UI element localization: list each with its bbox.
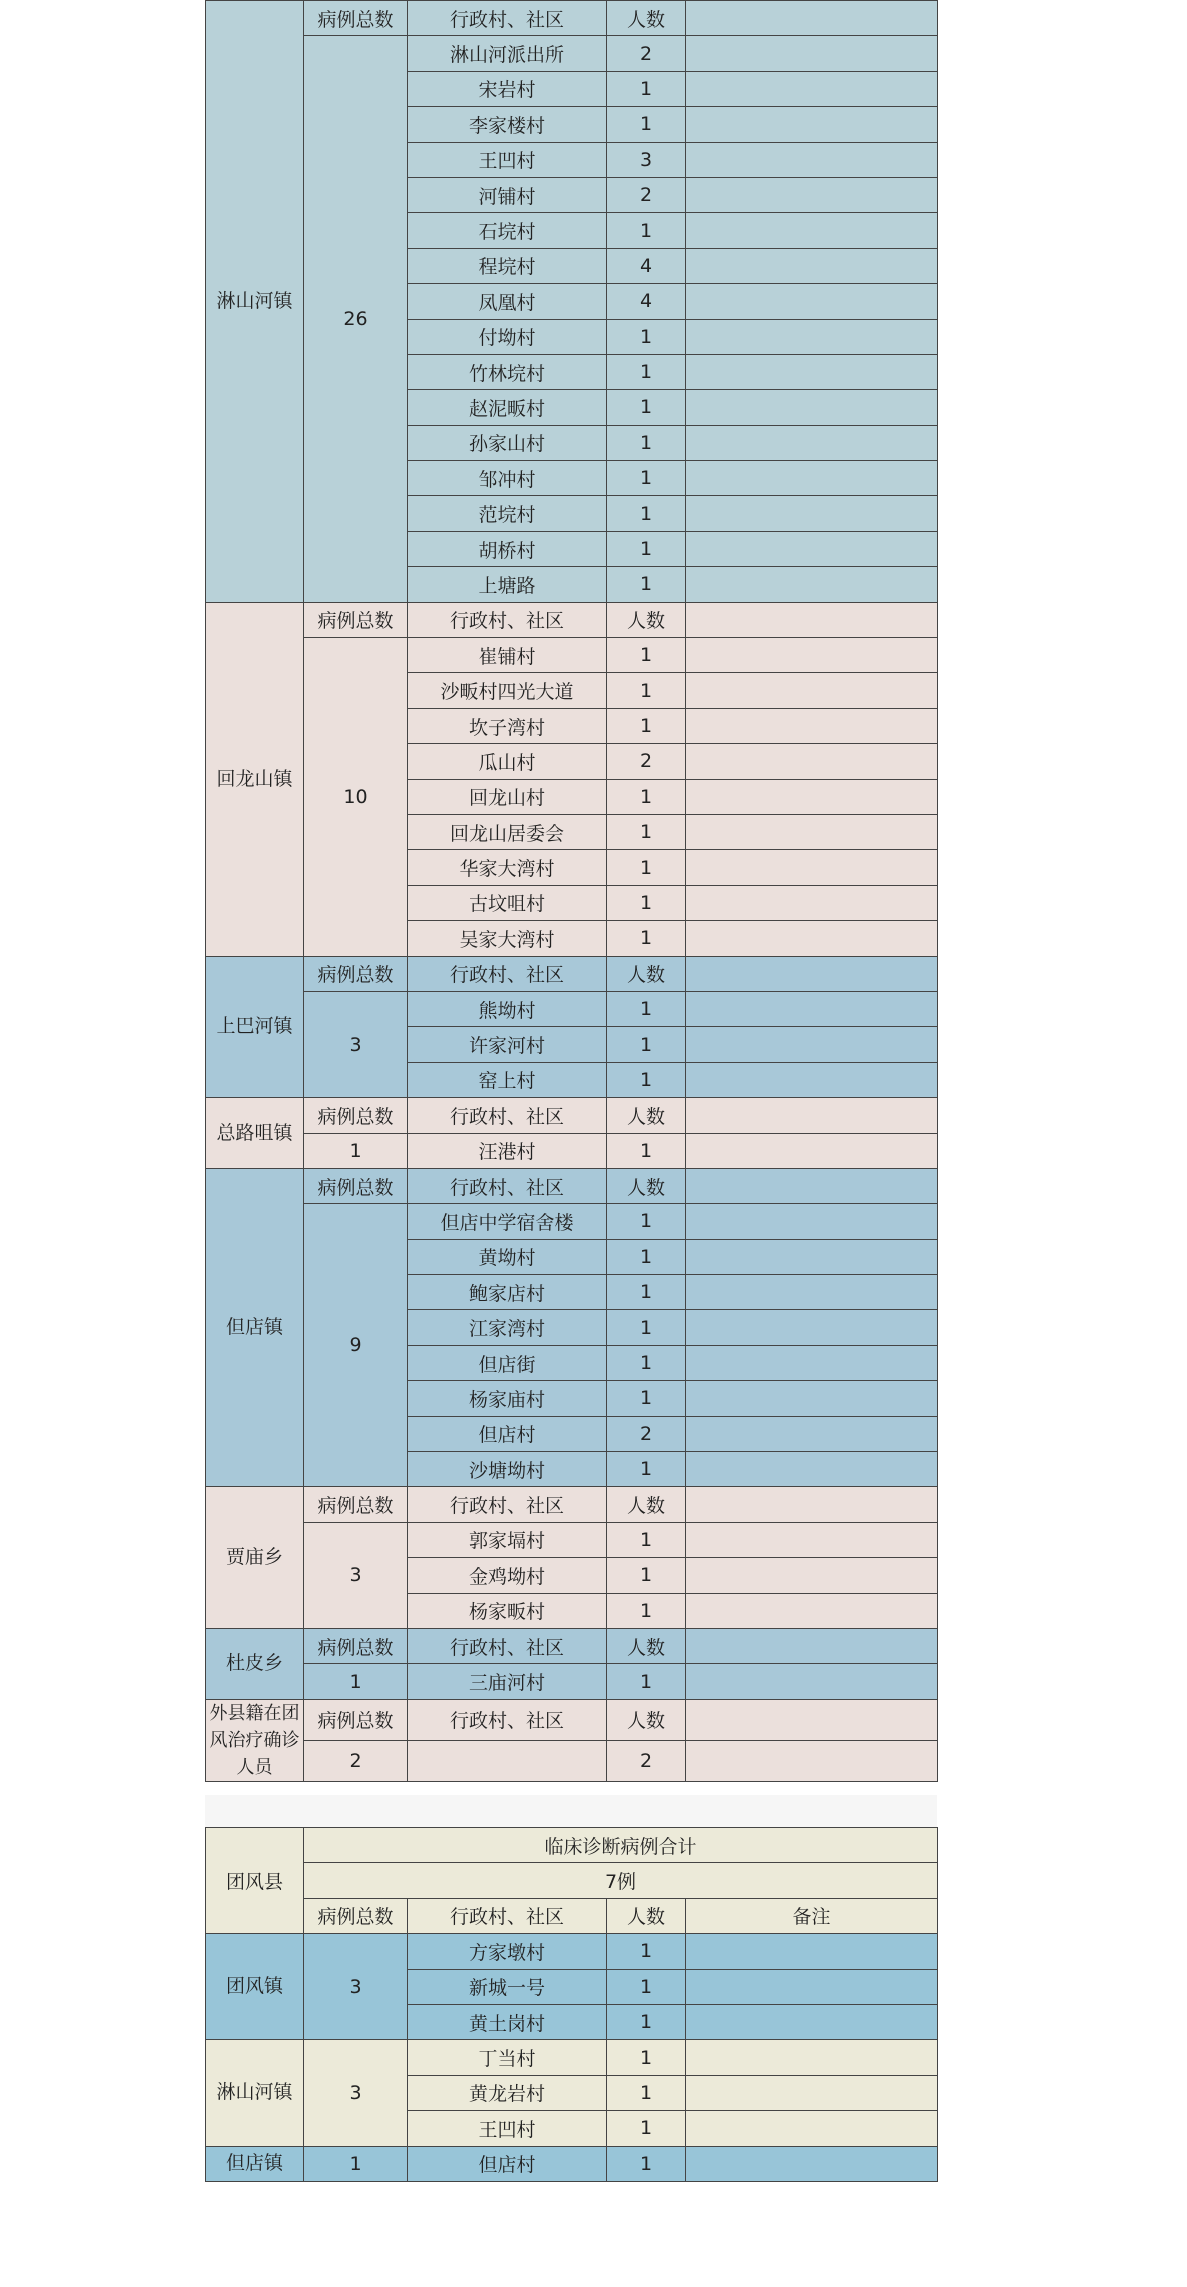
- village-cell: 石垸村: [408, 213, 607, 248]
- header-count: 人数: [607, 602, 686, 637]
- total-cell: 3: [304, 1522, 408, 1628]
- blank-cell: [686, 1275, 938, 1310]
- count-cell: 1: [607, 107, 686, 142]
- blank-cell: [686, 284, 938, 319]
- town-cell: 团风镇: [206, 1934, 304, 2040]
- count-cell: 1: [607, 1969, 686, 2004]
- blank-cell: [686, 1310, 938, 1345]
- count-cell: 3: [607, 142, 686, 177]
- town-cell: 淋山河镇: [206, 1, 304, 603]
- count-cell: 4: [607, 248, 686, 283]
- remark-cell: [686, 2040, 938, 2075]
- town-cell: 贾庙乡: [206, 1487, 304, 1629]
- county-cell: 团风县: [206, 1828, 304, 1934]
- header-village: 行政村、社区: [408, 1628, 607, 1663]
- count-cell: 1: [607, 638, 686, 673]
- village-cell: 赵泥畈村: [408, 390, 607, 425]
- village-cell: 邹冲村: [408, 461, 607, 496]
- blank-cell: [686, 1699, 938, 1740]
- header-village: 行政村、社区: [408, 1168, 607, 1203]
- village-cell: 但店村: [408, 2146, 607, 2181]
- count-cell: 4: [607, 284, 686, 319]
- total-cell: 3: [304, 2040, 408, 2146]
- blank-cell: [686, 1487, 938, 1522]
- remark-cell: [686, 2004, 938, 2039]
- count-cell: 1: [607, 2040, 686, 2075]
- village-cell: 瓜山村: [408, 744, 607, 779]
- clinical-title: 临床诊断病例合计: [304, 1828, 938, 1863]
- village-cell: 沙塘坳村: [408, 1452, 607, 1487]
- total-cell: 3: [304, 1934, 408, 2040]
- header-count: 人数: [607, 1487, 686, 1522]
- blank-cell: [686, 213, 938, 248]
- village-cell: 郭家塥村: [408, 1522, 607, 1557]
- table-row: [206, 1934, 938, 1969]
- village-cell: 华家大湾村: [408, 850, 607, 885]
- table-row: [206, 36, 938, 71]
- blank-cell: [686, 708, 938, 743]
- remark-cell: [686, 2146, 938, 2181]
- blank-cell: [686, 814, 938, 849]
- village-cell: 汪港村: [408, 1133, 607, 1168]
- table-row: [206, 2040, 938, 2075]
- table-row: [206, 1133, 938, 1168]
- total-cell: 1: [304, 2146, 408, 2181]
- village-cell: 新城一号: [408, 1969, 607, 2004]
- blank-cell: [686, 1593, 938, 1628]
- blank-cell: [686, 531, 938, 566]
- count-cell: 1: [607, 1133, 686, 1168]
- count-cell: 1: [607, 2146, 686, 2181]
- village-cell: 李家楼村: [408, 107, 607, 142]
- town-cell: 回龙山镇: [206, 602, 304, 956]
- header-total: 病例总数: [304, 1168, 408, 1203]
- section-header-row: [206, 1628, 938, 1663]
- count-cell: 1: [607, 1593, 686, 1628]
- count-cell: 1: [607, 1062, 686, 1097]
- count-cell: 1: [607, 567, 686, 602]
- header-remark: 备注: [686, 1898, 938, 1933]
- count-cell: 2: [607, 1740, 686, 1781]
- village-cell: [408, 1740, 607, 1781]
- blank-cell: [686, 107, 938, 142]
- clinical-cases-table: [205, 1827, 938, 2182]
- count-cell: 2: [607, 744, 686, 779]
- village-cell: 吴家大湾村: [408, 921, 607, 956]
- town-cell: 杜皮乡: [206, 1628, 304, 1699]
- count-cell: 1: [607, 319, 686, 354]
- total-cell: 9: [304, 1204, 408, 1487]
- village-cell: 许家河村: [408, 1027, 607, 1062]
- section-header-row: [206, 602, 938, 637]
- confirmed-cases-table: [205, 0, 938, 1782]
- village-cell: 竹林垸村: [408, 354, 607, 389]
- total-cell: 1: [304, 1664, 408, 1699]
- section-header-row: [206, 1, 938, 36]
- header-village: 行政村、社区: [408, 1, 607, 36]
- count-cell: 1: [607, 1204, 686, 1239]
- table-row: [206, 1522, 938, 1557]
- blank-cell: [686, 779, 938, 814]
- village-cell: 黄坳村: [408, 1239, 607, 1274]
- section-header-row: [206, 1098, 938, 1133]
- section-header-row: [206, 1487, 938, 1522]
- header-village: 行政村、社区: [408, 1699, 607, 1740]
- blank-cell: [686, 1522, 938, 1557]
- village-cell: 沙畈村四光大道: [408, 673, 607, 708]
- blank-cell: [686, 1204, 938, 1239]
- count-cell: 1: [607, 1275, 686, 1310]
- village-cell: 凤凰村: [408, 284, 607, 319]
- village-cell: 黄土岗村: [408, 2004, 607, 2039]
- blank-cell: [686, 1239, 938, 1274]
- header-village: 行政村、社区: [408, 956, 607, 991]
- blank-cell: [686, 461, 938, 496]
- header-village: 行政村、社区: [408, 1098, 607, 1133]
- blank-cell: [686, 1740, 938, 1781]
- count-cell: 1: [607, 1664, 686, 1699]
- blank-cell: [686, 319, 938, 354]
- blank-cell: [686, 744, 938, 779]
- village-cell: 上塘路: [408, 567, 607, 602]
- section-divider: [205, 1795, 937, 1827]
- blank-cell: [686, 991, 938, 1026]
- blank-cell: [686, 496, 938, 531]
- town-cell: 外县籍在团风治疗确诊人员: [206, 1699, 304, 1781]
- village-cell: 付坳村: [408, 319, 607, 354]
- count-cell: 2: [607, 1416, 686, 1451]
- village-cell: 但店村: [408, 1416, 607, 1451]
- village-cell: 淋山河派出所: [408, 36, 607, 71]
- remark-cell: [686, 2111, 938, 2146]
- total-cell: 26: [304, 36, 408, 602]
- total-cell: 2: [304, 1740, 408, 1781]
- blank-cell: [686, 390, 938, 425]
- village-cell: 河铺村: [408, 177, 607, 212]
- blank-cell: [686, 36, 938, 71]
- count-cell: 1: [607, 1027, 686, 1062]
- count-cell: 1: [607, 673, 686, 708]
- count-cell: 1: [607, 496, 686, 531]
- header-count: 人数: [607, 1168, 686, 1203]
- blank-cell: [686, 354, 938, 389]
- blank-cell: [686, 638, 938, 673]
- blank-cell: [686, 177, 938, 212]
- header-village: 行政村、社区: [408, 602, 607, 637]
- count-cell: 1: [607, 850, 686, 885]
- blank-cell: [686, 1, 938, 36]
- blank-cell: [686, 1168, 938, 1203]
- blank-cell: [686, 956, 938, 991]
- village-cell: 范垸村: [408, 496, 607, 531]
- clinical-sum: 7例: [304, 1863, 938, 1898]
- village-cell: 丁当村: [408, 2040, 607, 2075]
- village-cell: 但店街: [408, 1345, 607, 1380]
- village-cell: 宋岩村: [408, 71, 607, 106]
- blank-cell: [686, 1664, 938, 1699]
- village-cell: 黄龙岩村: [408, 2075, 607, 2110]
- count-cell: 1: [607, 708, 686, 743]
- section-header-row: [206, 1168, 938, 1203]
- count-cell: 1: [607, 991, 686, 1026]
- village-cell: 崔铺村: [408, 638, 607, 673]
- blank-cell: [686, 1098, 938, 1133]
- village-cell: 回龙山村: [408, 779, 607, 814]
- blank-cell: [686, 248, 938, 283]
- village-cell: 孙家山村: [408, 425, 607, 460]
- count-cell: 1: [607, 531, 686, 566]
- village-cell: 胡桥村: [408, 531, 607, 566]
- header-count: 人数: [607, 1098, 686, 1133]
- count-cell: 1: [607, 921, 686, 956]
- village-cell: 熊坳村: [408, 991, 607, 1026]
- count-cell: 1: [607, 425, 686, 460]
- count-cell: 1: [607, 1239, 686, 1274]
- village-cell: 金鸡坳村: [408, 1558, 607, 1593]
- blank-cell: [686, 850, 938, 885]
- village-cell: 王凹村: [408, 2111, 607, 2146]
- count-cell: 1: [607, 1934, 686, 1969]
- blank-cell: [686, 1345, 938, 1380]
- village-cell: 坎子湾村: [408, 708, 607, 743]
- village-cell: 但店中学宿舍楼: [408, 1204, 607, 1239]
- header-total: 病例总数: [304, 1, 408, 36]
- count-cell: 1: [607, 1381, 686, 1416]
- table-row: [206, 2146, 938, 2181]
- count-cell: 1: [607, 2075, 686, 2110]
- village-cell: 三庙河村: [408, 1664, 607, 1699]
- town-cell: 但店镇: [206, 1168, 304, 1487]
- town-cell: 淋山河镇: [206, 2040, 304, 2146]
- blank-cell: [686, 71, 938, 106]
- village-cell: 王凹村: [408, 142, 607, 177]
- blank-cell: [686, 1133, 938, 1168]
- blank-cell: [686, 602, 938, 637]
- count-cell: 1: [607, 213, 686, 248]
- count-cell: 1: [607, 461, 686, 496]
- header-village: 行政村、社区: [408, 1898, 607, 1933]
- blank-cell: [686, 567, 938, 602]
- count-cell: 1: [607, 2004, 686, 2039]
- remark-cell: [686, 2075, 938, 2110]
- table-row: [206, 1740, 938, 1781]
- section-header-row: [206, 956, 938, 991]
- total-cell: 10: [304, 638, 408, 957]
- village-cell: 窑上村: [408, 1062, 607, 1097]
- blank-cell: [686, 1416, 938, 1451]
- remark-cell: [686, 1934, 938, 1969]
- header-total: 病例总数: [304, 1898, 408, 1933]
- table-row: [206, 991, 938, 1026]
- village-cell: 杨家畈村: [408, 1593, 607, 1628]
- count-cell: 1: [607, 1310, 686, 1345]
- header-count: 人数: [607, 1699, 686, 1740]
- section-header-row: [206, 1699, 938, 1740]
- village-cell: 程垸村: [408, 248, 607, 283]
- header-total: 病例总数: [304, 1699, 408, 1740]
- table-row: [206, 638, 938, 673]
- blank-cell: [686, 142, 938, 177]
- count-cell: 1: [607, 354, 686, 389]
- count-cell: 1: [607, 814, 686, 849]
- blank-cell: [686, 1558, 938, 1593]
- village-cell: 古坟咀村: [408, 885, 607, 920]
- count-cell: 2: [607, 36, 686, 71]
- town-cell: 总路咀镇: [206, 1098, 304, 1169]
- village-cell: 鲍家店村: [408, 1275, 607, 1310]
- header-total: 病例总数: [304, 1628, 408, 1663]
- table-row: [206, 1664, 938, 1699]
- header-count: 人数: [607, 1898, 686, 1933]
- village-cell: 回龙山居委会: [408, 814, 607, 849]
- count-cell: 1: [607, 779, 686, 814]
- blank-cell: [686, 1381, 938, 1416]
- header-count: 人数: [607, 1, 686, 36]
- count-cell: 1: [607, 71, 686, 106]
- count-cell: 1: [607, 1522, 686, 1557]
- header-total: 病例总数: [304, 956, 408, 991]
- header-count: 人数: [607, 1628, 686, 1663]
- village-cell: 杨家庙村: [408, 1381, 607, 1416]
- header-total: 病例总数: [304, 1098, 408, 1133]
- total-cell: 1: [304, 1133, 408, 1168]
- count-cell: 1: [607, 885, 686, 920]
- remark-cell: [686, 1969, 938, 2004]
- blank-cell: [686, 1027, 938, 1062]
- blank-cell: [686, 885, 938, 920]
- count-cell: 2: [607, 177, 686, 212]
- header-count: 人数: [607, 956, 686, 991]
- town-cell: 但店镇: [206, 2146, 304, 2181]
- village-cell: 方家墩村: [408, 1934, 607, 1969]
- blank-cell: [686, 1062, 938, 1097]
- table-row: [206, 1204, 938, 1239]
- blank-cell: [686, 425, 938, 460]
- header-village: 行政村、社区: [408, 1487, 607, 1522]
- count-cell: 1: [607, 2111, 686, 2146]
- village-cell: 江家湾村: [408, 1310, 607, 1345]
- count-cell: 1: [607, 1345, 686, 1380]
- blank-cell: [686, 673, 938, 708]
- header-total: 病例总数: [304, 602, 408, 637]
- blank-cell: [686, 1628, 938, 1663]
- total-cell: 3: [304, 991, 408, 1097]
- blank-cell: [686, 921, 938, 956]
- header-total: 病例总数: [304, 1487, 408, 1522]
- count-cell: 1: [607, 390, 686, 425]
- town-cell: 上巴河镇: [206, 956, 304, 1098]
- count-cell: 1: [607, 1558, 686, 1593]
- count-cell: 1: [607, 1452, 686, 1487]
- blank-cell: [686, 1452, 938, 1487]
